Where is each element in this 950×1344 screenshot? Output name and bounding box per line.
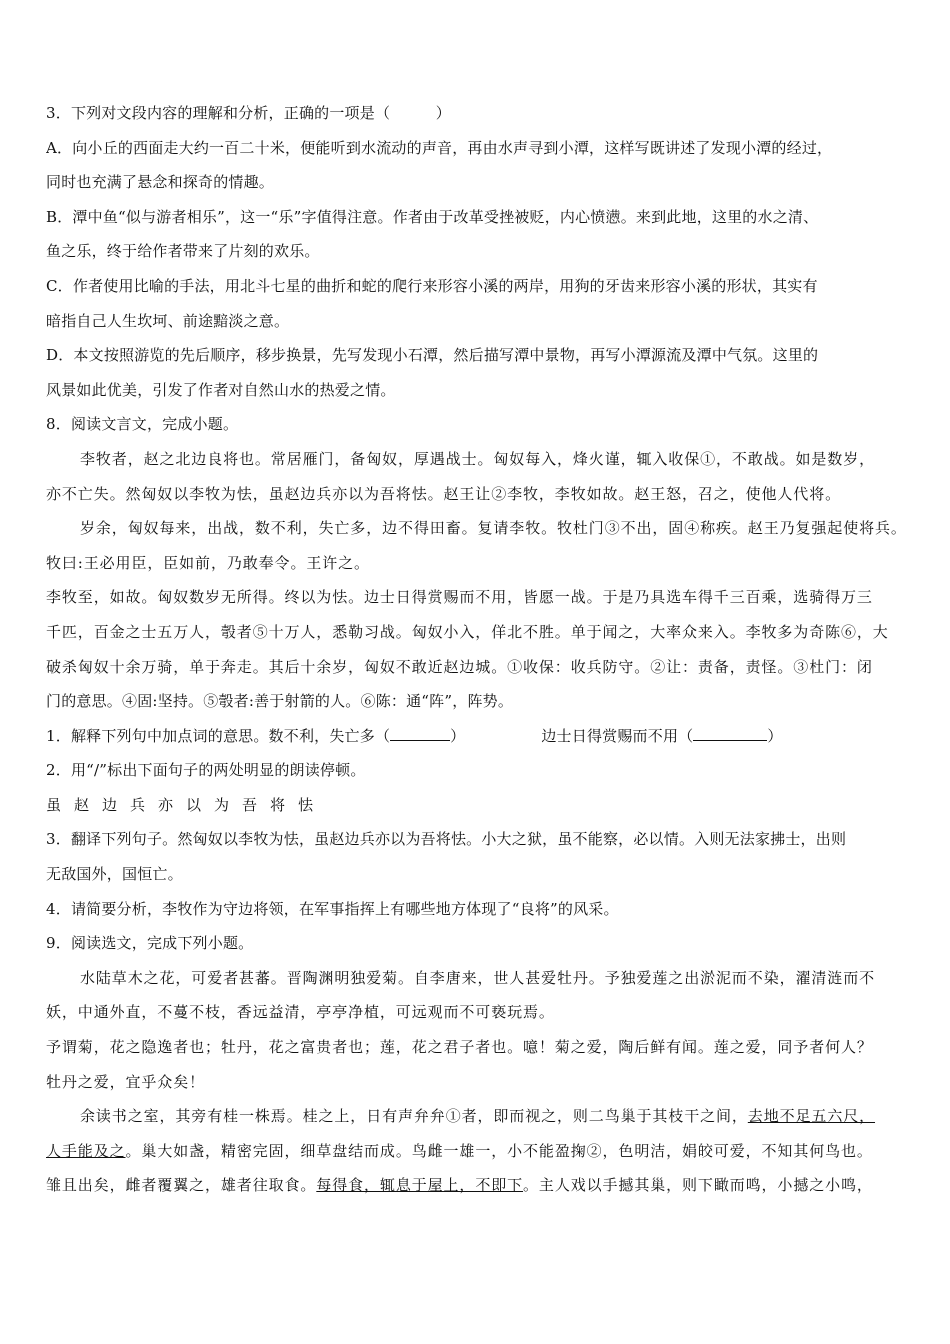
q8-passage-p1: 李牧者，赵之北边良将也。常居雁门，备匈奴，厚遇战士。匈奴每入，烽火谨，辄入收保①，不敢战。如是数岁， (80, 449, 876, 468)
q8-sub1-prompt-2: 边士日得赏赐而不用（ (541, 726, 694, 745)
q8-sub4: 4．请简要分析，李牧作为守边将领，在军事指挥上有哪些地方体现了“良将”的风采。 (46, 899, 619, 918)
q3-option-a: A．向小丘的西面走大约一百二十米，便能听到水流动的声音，再由水声寻到小潭，这样写既讲述了发现小潭的经过， (46, 138, 833, 157)
q9-underlined-phrase-2: 每得食，辄息于屋上，不即下 (316, 1176, 524, 1195)
q9-title: 9．阅读选文，完成下列小题。 (46, 934, 254, 953)
q9-passage-p2: 予谓菊，花之隐逸者也；牡丹，花之富贵者也；莲，花之君子者也。噫！菊之爱，陶后鲜有闻。莲之爱，同予者何人？ (46, 1038, 873, 1057)
q8-sub1-close-2: ） (767, 726, 783, 745)
q9-passage-p3-cont2 (46, 1168, 910, 1203)
q8-sub1-close: ） (450, 726, 466, 745)
q8-passage-p2: 岁余，匈奴每来，出战，数不利，失亡多，边不得田畜。复请李牧。牧杜门③不出，固④称疾。赵王乃复强起使将兵。 (80, 519, 907, 538)
q8-title: 8．阅读文言文，完成小题。 (46, 415, 239, 434)
q8-passage-notes: 门的意思。④固:坚持。⑤彀者:善于射箭的人。⑥陈：通“阵”，阵势。 (46, 692, 514, 711)
q8-passage-p3-cont1: 千匹，百金之士五万人，彀者⑤十万人，悉勒习战。匈奴小入，佯北不胜。单于闻之，大率众来入。李牧多为奇陈⑥，大 (46, 622, 889, 641)
q9-underlined-phrase-1-cont: 人手能及之 (46, 1141, 126, 1160)
q3-option-b-cont: 鱼之乐，终于给作者带来了片刻的欢乐。 (46, 242, 320, 261)
q3-option-d: D．本文按照游览的先后顺序，移步换景，先写发现小石潭，然后描写潭中景物，再写小潭源流及潭中气氛。这里的 (46, 346, 819, 365)
q8-passage-p2-cont: 牧曰:王必用臣，臣如前，乃敢奉令。王许之。 (46, 553, 370, 572)
q8-passage-p1-cont: 亦不亡失。然匈奴以李牧为怯，虽赵边兵亦以为吾将怯。赵王让②李牧，李牧如故。赵王怒，召之，使他人代将。 (46, 484, 842, 503)
q3-option-c: C．作者使用比喻的手法，用北斗七星的曲折和蛇的爬行来形容小溪的两岸，用狗的牙齿来形容小溪的形状，其实有 (46, 276, 818, 295)
q8-sub3: 3．翻译下列句子。然匈奴以李牧为怯，虽赵边兵亦以为吾将怯。小大之狱，虽不能察，必以情。入则无法家拂士，出则 (46, 830, 847, 849)
q9-passage-p3-text-2: 。巢大如盏，精密完固，细草盘结而成。鸟雌一雄一，小不能盈掬②，色明洁，娟皎可爱，不知其何鸟也。 (125, 1141, 873, 1160)
q3-option-c-cont: 暗指自己人生坎坷、前途黯淡之意。 (46, 311, 290, 330)
answer-blank-2[interactable] (693, 728, 767, 741)
q8-sub2-sentence: 虽赵边兵亦以为吾将怯 (46, 795, 327, 814)
q3-option-b: B．潭中鱼“似与游者相乐”，这一“乐”字值得注意。作者由于改革受挫被贬，内心愤懑。来到此地，这里的水之清、 (46, 207, 819, 226)
q3-option-d-cont: 风景如此优美，引发了作者对自然山水的热爱之情。 (46, 380, 396, 399)
q9-underlined-phrase-1: 去地不足五六尺， (747, 1107, 876, 1126)
q8-sub1-prompt: 1．解释下列句中加点词的意思。数不利，失亡多（ (46, 726, 391, 745)
exam-page (46, 96, 910, 1203)
q3-stem: 3．下列对文段内容的理解和分析，正确的一项是（ ） (46, 104, 451, 122)
q8-passage-p3: 李牧至，如故。匈奴数岁无所得。终以为怯。边士日得赏赐而不用，皆愿一战。于是乃具选车得千三百乘，选骑得万三 (46, 588, 873, 607)
q3-option-a-cont: 同时也充满了悬念和探奇的情趣。 (46, 173, 275, 192)
q8-sub2: 2．用“/”标出下面句子的两处明显的朗读停顿。 (46, 761, 366, 780)
q9-passage-p2-cont: 牡丹之爱，宜乎众矣！ (46, 1072, 206, 1091)
q9-passage-p3-text-4: 。主人戏以手撼其巢，则下瞰而鸣，小撼之小鸣， (523, 1176, 873, 1195)
q9-passage-p3-cont1 (46, 1134, 910, 1169)
q9-passage-p3 (46, 1099, 910, 1134)
q8-sub3-cont: 无敌国外，国恒亡。 (46, 865, 183, 884)
q8-passage-p3-cont2: 破杀匈奴十余万骑，单于奔走。其后十余岁，匈奴不敢近赵边城。①收保：收兵防守。②让：责备，责怪。③杜门：闭 (46, 657, 873, 676)
q9-passage-p1-cont: 妖，中通外直，不蔓不枝，香远益清，亭亭净植，可远观而不可亵玩焉。 (46, 1003, 555, 1022)
q9-passage-p1: 水陆草木之花，可爱者甚蕃。晋陶渊明独爱菊。自李唐来，世人甚爱牡丹。予独爱莲之出淤泥而不染，濯清涟而不 (80, 968, 876, 987)
q9-passage-p3-text: 余读书之室，其旁有桂一株焉。桂之上，日有声弁弁①者，即而视之，则二鸟巢于其枝干之间， (80, 1107, 748, 1126)
q8-sub1 (46, 719, 910, 754)
q9-passage-p3-text-3: 雏且出矣，雌者覆翼之，雄者往取食。 (46, 1176, 317, 1195)
answer-blank-1[interactable] (390, 728, 450, 741)
